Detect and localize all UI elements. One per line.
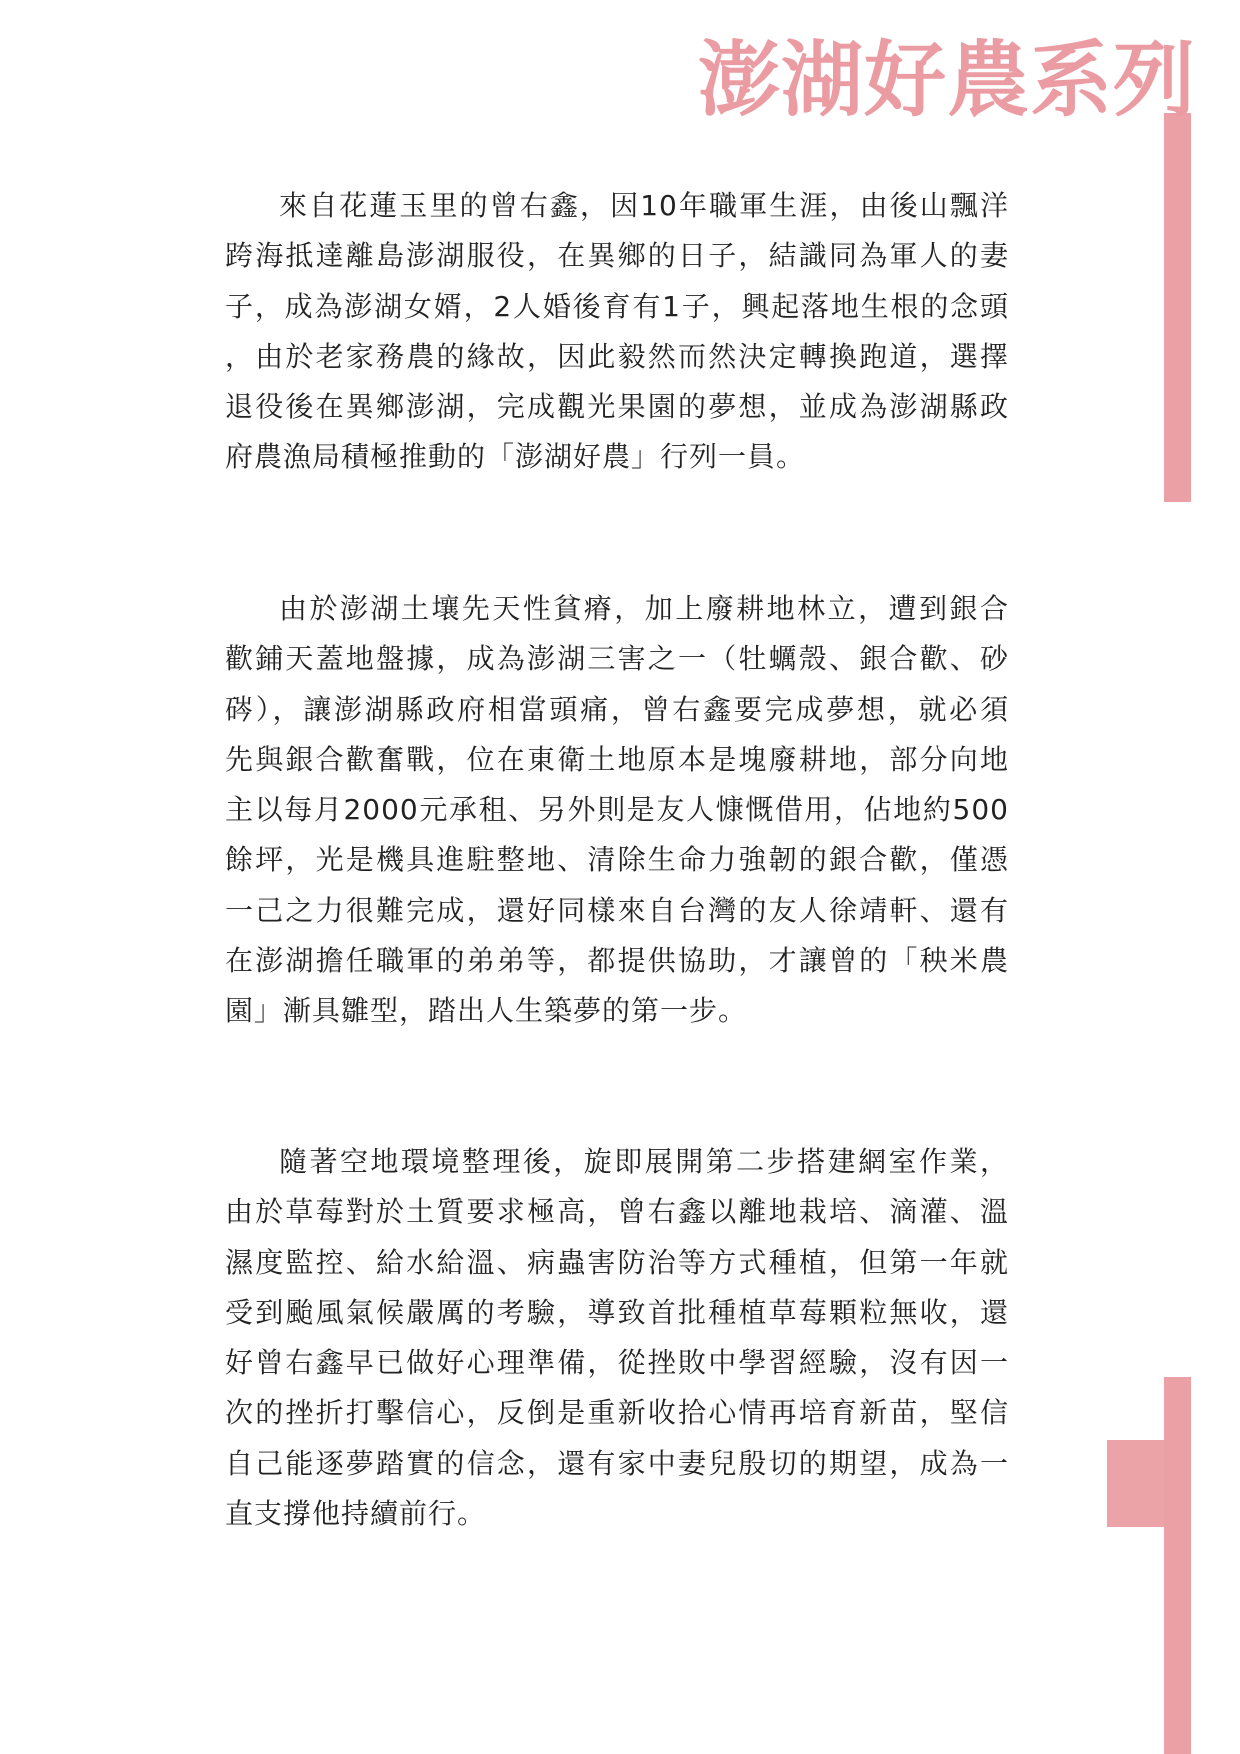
article-paragraph-1 (225, 181, 1009, 483)
paragraph-line: 子，成為澎湖女婿，2人婚後育有1子，興起落地生根的念頭 (225, 289, 1009, 323)
paragraph-line: 歡鋪天蓋地盤據，成為澎湖三害之一（牡蠣殼、銀合歡、砂 (225, 642, 1009, 676)
paragraph-line: 園」漸具雛型，踏出人生築夢的第一步。 (225, 994, 748, 1028)
series-title: 澎湖好農系列 (697, 33, 1196, 128)
paragraph-line: 硶），讓澎湖縣政府相當頭痛，曾右鑫要完成夢想，就必須 (225, 692, 1009, 726)
decorative-bar-bottom (1164, 1377, 1191, 1754)
paragraph-line: ，由於老家務農的緣故，因此毅然而然決定轉換跑道，選擇 (225, 339, 1009, 373)
paragraph-line: 由於澎湖土壤先天性貧瘠，加上廢耕地林立，遭到銀合 (279, 592, 1009, 625)
paragraph-line: 受到颱風氣候嚴厲的考驗，導致首批種植草莓顆粒無收，還 (225, 1295, 1009, 1329)
paragraph-line: 府農漁局積極推動的「澎湖好農」行列一員。 (225, 440, 806, 474)
paragraph-line: 好曾右鑫早已做好心理準備，從挫敗中學習經驗，沒有因一 (225, 1346, 1009, 1380)
paragraph-line: 一己之力很難完成，還好同樣來自台灣的友人徐靖軒、還有 (225, 893, 1009, 927)
decorative-square (1107, 1440, 1164, 1527)
paragraph-line: 來自花蓮玉里的曾右鑫，因10年職軍生涯，由後山飄洋 (279, 189, 1009, 222)
article-paragraph-3 (225, 1137, 1009, 1539)
paragraph-line: 直支撐他持續前行。 (225, 1497, 487, 1531)
paragraph-line: 跨海抵達離島澎湖服役，在異鄉的日子，結識同為軍人的妻 (225, 239, 1009, 273)
paragraph-line: 由於草莓對於土質要求極高，曾右鑫以離地栽培、滴灌、溫 (225, 1195, 1009, 1229)
paragraph-line: 退役後在異鄉澎湖，完成觀光果園的夢想，並成為澎湖縣政 (225, 390, 1009, 424)
paragraph-line: 餘坪，光是機具進駐整地、清除生命力強韌的銀合歡，僅憑 (225, 843, 1009, 877)
paragraph-line: 在澎湖擔任職軍的弟弟等，都提供協助，才讓曾的「秧米農 (225, 944, 1009, 978)
decorative-bar-top (1164, 113, 1191, 502)
paragraph-line: 濕度監控、給水給溫、病蟲害防治等方式種植，但第一年就 (225, 1245, 1009, 1279)
article-paragraph-2 (225, 584, 1009, 1037)
paragraph-line: 次的挫折打擊信心，反倒是重新收拾心情再培育新苗，堅信 (225, 1396, 1009, 1430)
paragraph-line: 自己能逐夢踏實的信念，還有家中妻兒殷切的期望，成為一 (225, 1446, 1009, 1480)
paragraph-line: 主以每月2000元承租、另外則是友人慷慨借用，佔地約500 (225, 793, 1009, 827)
paragraph-line: 先與銀合歡奮戰，位在東衛土地原本是塊廢耕地，部分向地 (225, 742, 1009, 776)
paragraph-line: 隨著空地環境整理後，旋即展開第二步搭建網室作業， (279, 1145, 1009, 1178)
